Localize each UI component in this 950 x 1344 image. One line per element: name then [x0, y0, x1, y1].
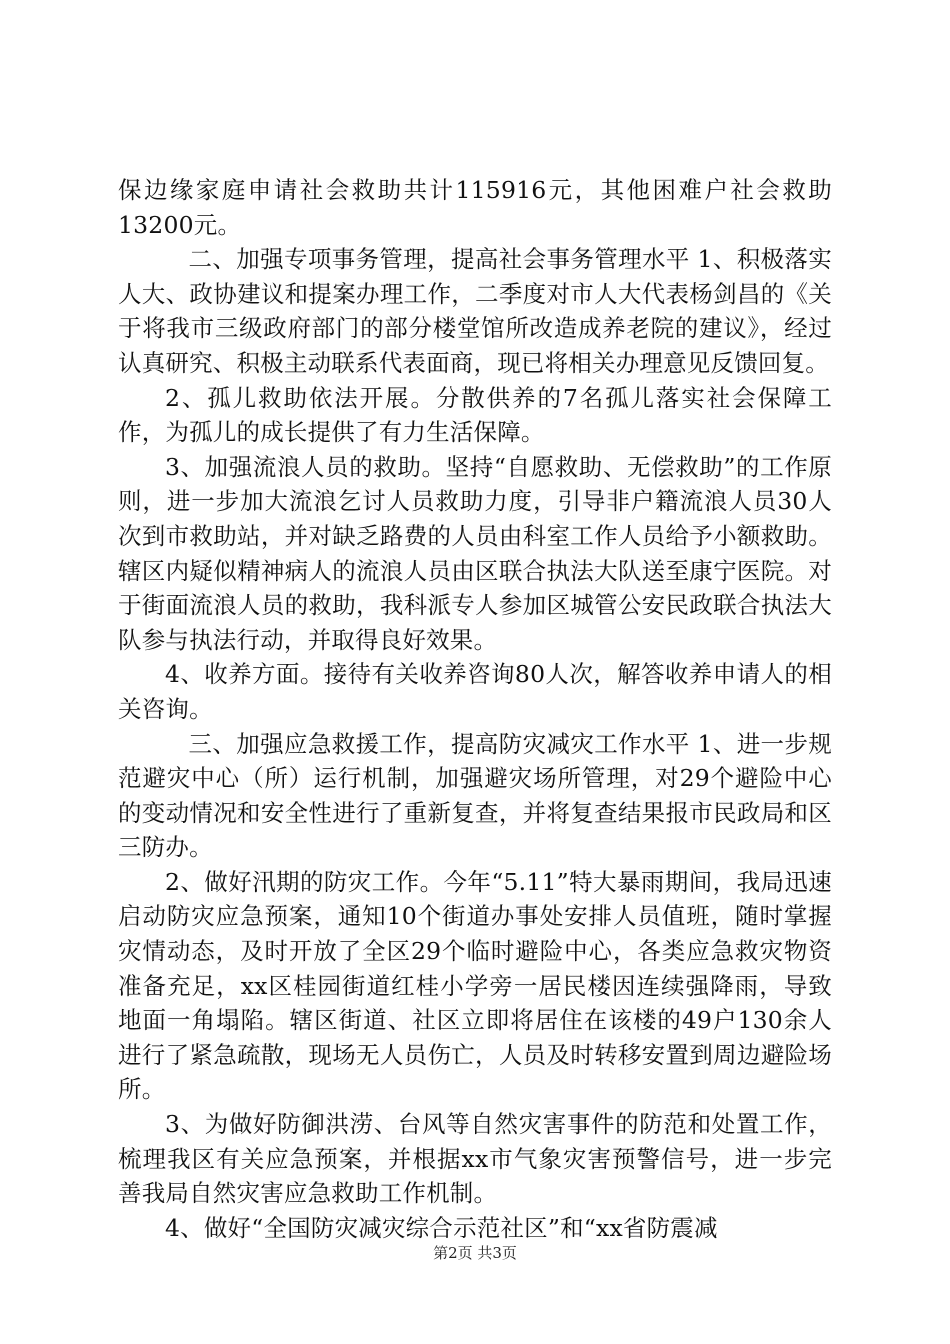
paragraph-5: 4、收养方面。接待有关收养咨询80人次，解答收养申请人的相关咨询。: [118, 660, 832, 723]
document-body: [118, 173, 832, 1245]
paragraph-9: 4、做好“全国防灾减灾综合示范社区”和“xx省防震减: [165, 1213, 718, 1242]
paragraph-6: 三、加强应急救援工作，提高防灾减灾工作水平 1、进一步规范避灾中心（所）运行机制，加强避灾场所管理，对29个避险中心的变动情况和安全性进行了重新复查，并将复查结果报市民政局和区三防办。: [118, 729, 832, 862]
page-footer: [0, 1243, 950, 1263]
paragraph-2: 二、加强专项事务管理，提高社会事务管理水平 1、积极落实人大、政协建议和提案办理工作，二季度对市人大代表杨剑昌的《关于将我市三级政府部门的部分楼堂馆所改造成养老院的建议》，经过认真研究、积极主动联系代表面商，现已将相关办理意见反馈回复。: [118, 245, 832, 377]
paragraph-4: 3、加强流浪人员的救助。坚持“自愿救助、无偿救助”的工作原则，进一步加大流浪乞讨人员救助力度，引导非户籍流浪人员30人次到市救助站，并对缺乏路费的人员由科室工作人员给予小额救助。辖区内疑似精神病人的流浪人员由区联合执法大队送至康宁医院。对于街面流浪人员的救助，我科派专人参加区城管公安民政联合执法大队参与执法行动，并取得良好效果。: [118, 452, 832, 654]
paragraph-8: 3、为做好防御洪涝、台风等自然灾害事件的防范和处置工作，梳理我区有关应急预案，并根据xx市气象灾害预警信号，进一步完善我局自然灾害应急救助工作机制。: [118, 1110, 832, 1208]
paragraph-7: 2、做好汛期的防灾工作。今年“5.11”特大暴雨期间，我局迅速启动防灾应急预案，通知10个街道办事处安排人员值班，随时掌握灾情动态，及时开放了全区29个临时避险中心，各类应急救灾物资准备充足，xx区桂园街道红桂小学旁一居民楼因连续强降雨，导致地面一角塌陷。辖区街道、社区立即将居住在该楼的49户130余人进行了紧急疏散，现场无人员伤亡，人员及时转移安置到周边避险场所。: [118, 867, 832, 1104]
paragraph-1: 保边缘家庭申请社会救助共计115916元，其他困难户社会救助13200元。: [118, 176, 832, 239]
page-number-label: 第2页 共3页: [433, 1244, 517, 1262]
paragraph-3: 2、孤儿救助依法开展。分散供养的7名孤儿落实社会保障工作，为孤儿的成长提供了有力生活保障。: [118, 383, 832, 447]
